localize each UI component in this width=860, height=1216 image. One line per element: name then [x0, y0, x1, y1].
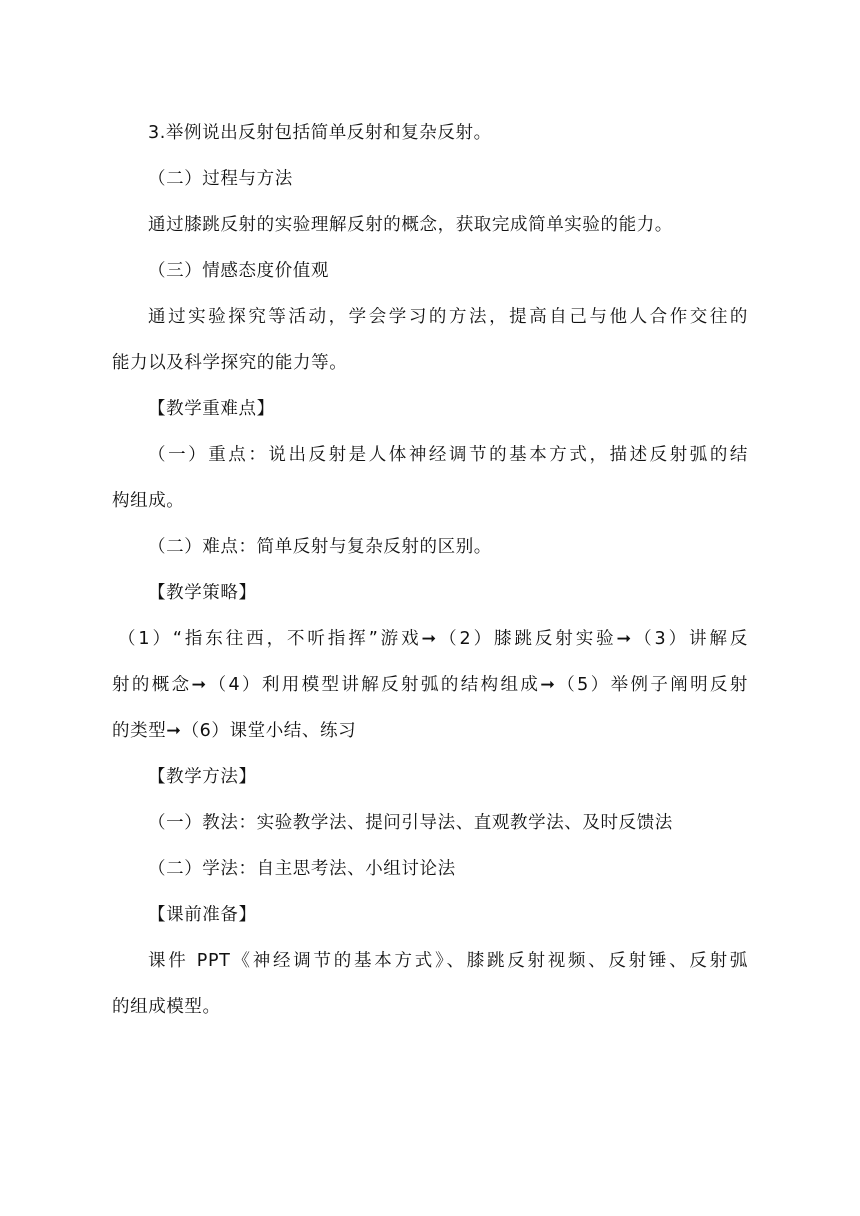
process-method-heading: （二）过程与方法 [148, 169, 293, 189]
strategy-text-line-1: （1）“指东往西，不听指挥”游戏➞（2）膝跳反射实验➞（3）讲解反 [118, 629, 748, 649]
preparation-heading: 【课前准备】 [148, 905, 257, 925]
preparation-text-line-1: 课件 PPT《神经调节的基本方式》、膝跳反射视频、反射锤、反射弧 [148, 951, 748, 971]
emotion-values-heading: （三）情感态度价值观 [148, 261, 329, 281]
key-point-text-line-2: 构组成。 [112, 491, 185, 511]
teaching-strategy-heading: 【教学策略】 [148, 583, 257, 603]
objective-3-text: 3.举例说出反射包括简单反射和复杂反射。 [148, 123, 492, 143]
process-method-text: 通过膝跳反射的实验理解反射的概念，获取完成简单实验的能力。 [148, 215, 673, 235]
difficult-point-text: （二）难点：简单反射与复杂反射的区别。 [148, 537, 492, 557]
key-point-text-line-1: （一）重点：说出反射是人体神经调节的基本方式，描述反射弧的结 [148, 445, 748, 465]
preparation-text-line-2: 的组成模型。 [112, 997, 221, 1017]
teaching-methods-heading: 【教学方法】 [148, 767, 257, 787]
strategy-text-line-3: 的类型➞（6）课堂小结、练习 [112, 721, 357, 741]
key-difficult-points-heading: 【教学重难点】 [148, 399, 275, 419]
learning-method-text: （二）学法：自主思考法、小组讨论法 [148, 859, 456, 879]
teaching-method-text: （一）教法：实验教学法、提问引导法、直观教学法、及时反馈法 [148, 813, 673, 833]
strategy-text-line-2: 射的概念➞（4）利用模型讲解反射弧的结构组成➞（5）举例子阐明反射 [112, 675, 748, 695]
emotion-values-text-line-1: 通过实验探究等活动，学会学习的方法，提高自己与他人合作交往的 [148, 307, 748, 327]
emotion-values-text-line-2: 能力以及科学探究的能力等。 [112, 353, 348, 373]
